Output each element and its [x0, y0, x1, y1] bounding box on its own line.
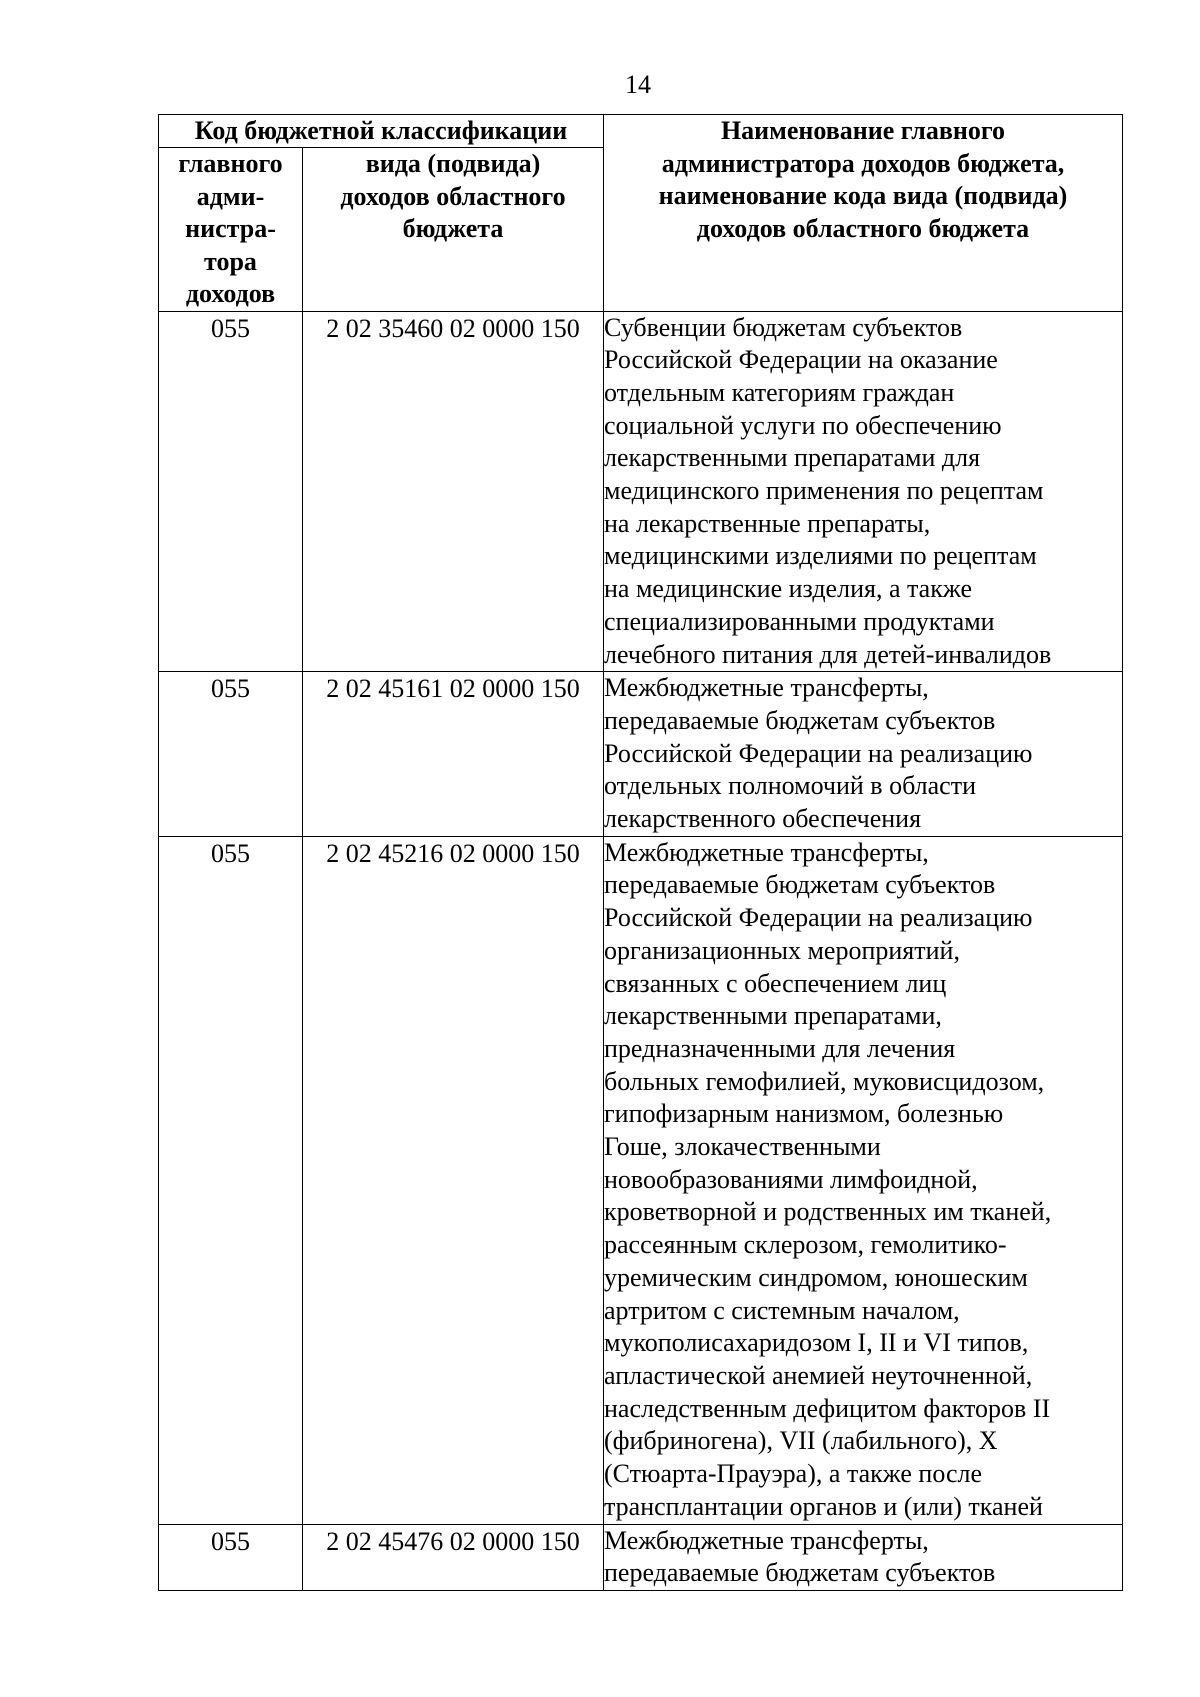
header-line: адми- [196, 181, 265, 211]
description-line: Межбюджетные трансферты, [604, 837, 929, 867]
revenue-code-cell: 2 02 45476 02 0000 150 [303, 1524, 604, 1590]
description-line: новообразованиями лимфоидной, [604, 1164, 978, 1194]
admin-code-cell: 055 [159, 836, 303, 1524]
description-line: апластической анемией неуточненной, [604, 1361, 1033, 1390]
description-line: лекарственного обеспечения [604, 804, 922, 834]
description-line: предназначенными для лечения [604, 1033, 956, 1063]
description-line: кроветворной и родственных им тканей, [604, 1197, 1052, 1227]
header-admin-column [159, 148, 303, 312]
description-line: Субвенции бюджетам субъектов [604, 312, 963, 342]
header-code-column [303, 148, 604, 312]
revenue-code-cell: 2 02 35460 02 0000 150 [303, 311, 604, 672]
description-line: отдельных полномочий в области [604, 771, 976, 801]
table-row [159, 1524, 1123, 1590]
description-cell [604, 1524, 1123, 1590]
header-line: доходов областного бюджета [696, 213, 1030, 243]
header-line: доходов областного [340, 181, 566, 211]
description-line: Российской Федерации на реализацию [604, 738, 1033, 768]
description-line: гипофизарным нанизмом, болезнью [604, 1099, 1004, 1129]
description-line: организационных мероприятий, [604, 935, 960, 965]
description-line: лечебного питания для детей-инвалидов [604, 639, 1052, 669]
table-row [159, 836, 1123, 1524]
description-line: уремическим синдромом, юношеским [604, 1262, 1028, 1292]
header-line: наименование кода вида (подвида) [658, 181, 1068, 210]
description-line: (Стюарта-Прауэра), а также после [604, 1459, 983, 1489]
page-number: 14 [625, 70, 651, 99]
header-line: Наименование главного [720, 116, 1006, 145]
table-row [159, 311, 1123, 672]
description-line: больных гемофилией, муковисцидозом, [604, 1066, 1045, 1096]
revenue-code-cell: 2 02 45161 02 0000 150 [303, 672, 604, 837]
description-line: связанных с обеспечением лиц [604, 968, 947, 998]
table-row [159, 672, 1123, 837]
table-header [159, 115, 1123, 312]
description-cell [604, 311, 1123, 672]
description-line: на медицинские изделия, а также [604, 574, 972, 604]
description-line: Российской Федерации на реализацию [604, 903, 1033, 933]
header-line: нистра- [185, 214, 276, 243]
description-line: Российской Федерации на оказание [604, 345, 998, 375]
description-line: передаваемые бюджетам субъектов [604, 870, 996, 900]
description-line: мукополисахаридозом I, II и VI типов, [604, 1328, 1029, 1358]
description-line: медицинскими изделиями по рецептам [604, 541, 1037, 571]
description-line: передаваемые бюджетам субъектов [604, 1558, 996, 1588]
description-line: (фибриногена), VII (лабильного), X [604, 1426, 998, 1456]
admin-code-cell: 055 [159, 1524, 303, 1590]
description-line: рассеянным склерозом, гемолитико- [604, 1230, 1007, 1260]
budget-classification-table [158, 114, 1123, 1591]
description-cell [604, 836, 1123, 1524]
description-line: медицинского применения по рецептам [604, 476, 1044, 506]
description-line: лекарственными препаратами для [604, 443, 981, 473]
header-line: тора [204, 246, 257, 276]
description-line: Межбюджетные трансферты, [604, 673, 929, 703]
header-line: главного [178, 149, 283, 178]
description-line: лекарственными препаратами, [604, 1001, 942, 1031]
admin-code-cell: 055 [159, 311, 303, 672]
header-name-column [604, 115, 1123, 312]
header-line: вида (подвида) [365, 149, 541, 178]
description-cell [604, 672, 1123, 837]
description-line: специализированными продуктами [604, 606, 995, 636]
admin-code-cell: 055 [159, 672, 303, 837]
header-line: бюджета [402, 214, 504, 243]
description-line: передаваемые бюджетам субъектов [604, 705, 996, 735]
description-line: социальной услуги по обеспечению [604, 410, 1002, 440]
description-line: артритом с системным началом, [604, 1295, 960, 1325]
header-group-budget-code: Код бюджетной классификации [159, 115, 604, 148]
header-line: доходов [185, 279, 276, 308]
description-line: трансплантации органов и (или) тканей [604, 1491, 1043, 1521]
description-line: Гоше, злокачественными [604, 1132, 881, 1162]
description-line: наследственным дефицитом факторов II [604, 1393, 1051, 1423]
description-line: отдельным категориям граждан [604, 377, 955, 407]
table-body [159, 311, 1123, 1590]
revenue-code-cell: 2 02 45216 02 0000 150 [303, 836, 604, 1524]
description-line: Межбюджетные трансферты, [604, 1525, 929, 1555]
header-line: администратора доходов бюджета, [661, 148, 1065, 178]
description-line: на лекарственные препараты, [604, 508, 931, 538]
